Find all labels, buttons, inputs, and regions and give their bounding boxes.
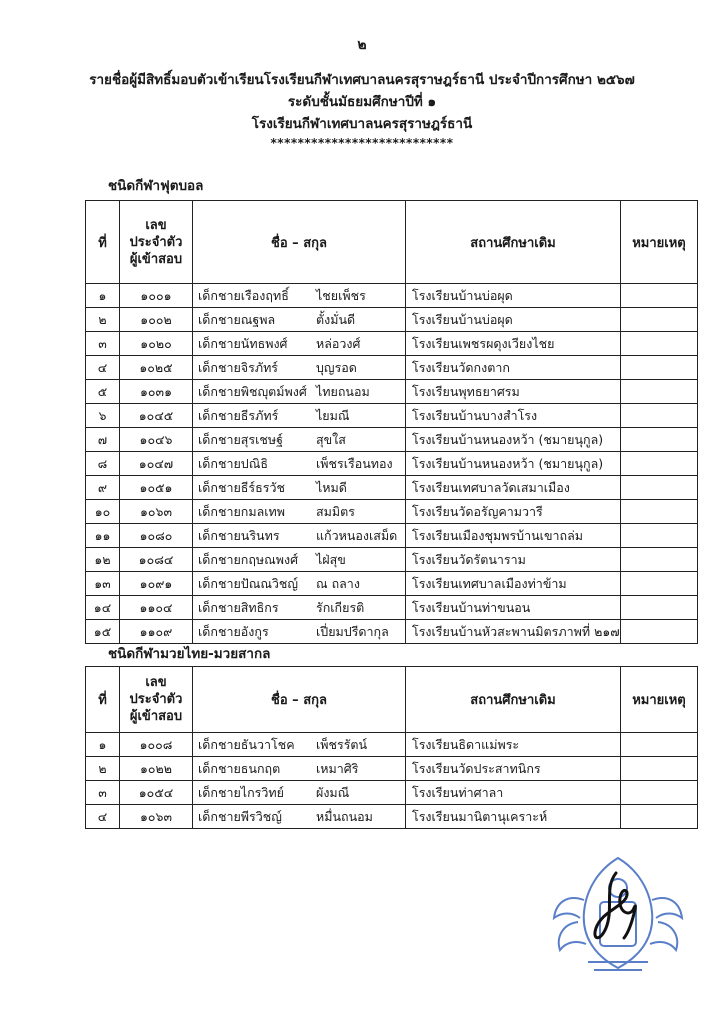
- previous-school: โรงเรียนวัดอรัญคามวารี: [406, 500, 621, 524]
- header-name: ชื่อ – สกุล: [193, 201, 406, 284]
- row-number: ๕: [86, 380, 120, 404]
- first-name: เด็กชายไกรวิทย์: [198, 784, 284, 800]
- table-row: [86, 380, 698, 404]
- previous-school: โรงเรียนวัดกงตาก: [406, 356, 621, 380]
- student-name: [193, 805, 406, 829]
- first-name: เด็กชายนัทธพงศ์: [198, 335, 288, 351]
- table-row: [86, 356, 698, 380]
- table-row: [86, 308, 698, 332]
- first-name: เด็กชายอังกูร: [198, 623, 269, 639]
- student-name: [193, 428, 406, 452]
- row-number: ๗: [86, 428, 120, 452]
- remark: [621, 500, 698, 524]
- header-note: หมายเหตุ: [621, 667, 698, 733]
- row-number: ๘: [86, 452, 120, 476]
- title-separator: ***************************: [270, 136, 454, 150]
- exam-id: ๑๐๔๕: [120, 404, 193, 428]
- previous-school: โรงเรียนพุทธยาศรม: [406, 380, 621, 404]
- last-name: หล่อวงศ์: [316, 335, 361, 351]
- student-name: [193, 733, 406, 757]
- student-name: [193, 284, 406, 308]
- first-name: เด็กชายสิทธิกร: [198, 599, 279, 615]
- previous-school: โรงเรียนธิดาแม่พระ: [406, 733, 621, 757]
- header-no: ที่: [86, 201, 120, 284]
- document-subtitle-level: ระดับชั้นมัธยมศึกษาปีที่ ๑: [287, 94, 437, 110]
- row-number: ๙: [86, 476, 120, 500]
- exam-id: ๑๐๙๑: [120, 572, 193, 596]
- last-name: สุขใส: [316, 431, 346, 447]
- remark: [621, 380, 698, 404]
- remark: [621, 404, 698, 428]
- table-row: [86, 572, 698, 596]
- remark: [621, 596, 698, 620]
- previous-school: โรงเรียนบ้านบ่อผุด: [406, 308, 621, 332]
- first-name: เด็กชายพีรวิชญ์: [198, 808, 282, 824]
- last-name: เพ็ชรเรือนทอง: [316, 455, 393, 471]
- last-name: สมมิตร: [316, 503, 355, 519]
- first-name: เด็กชายณฐพล: [198, 311, 276, 327]
- student-name: [193, 356, 406, 380]
- student-name: [193, 332, 406, 356]
- first-name: เด็กชายสุรเชษฐ์: [198, 431, 284, 447]
- row-number: ๑: [86, 733, 120, 757]
- remark: [621, 548, 698, 572]
- row-number: ๒: [86, 308, 120, 332]
- header-school: สถานศึกษาเดิม: [406, 201, 621, 284]
- document-subtitle-school: โรงเรียนกีฬาเทศบาลนครสุราษฎร์ธานี: [251, 116, 473, 132]
- table-row: [86, 805, 698, 829]
- exam-id: ๑๐๐๑: [120, 284, 193, 308]
- student-name: [193, 308, 406, 332]
- official-seal-icon: [548, 850, 688, 984]
- header-name: ชื่อ – สกุล: [193, 667, 406, 733]
- row-number: ๒: [86, 757, 120, 781]
- student-name: [193, 404, 406, 428]
- student-name: [193, 380, 406, 404]
- last-name: บุญรอด: [316, 359, 357, 375]
- exam-id: ๑๐๖๓: [120, 805, 193, 829]
- last-name: เหมาศิริ: [316, 760, 359, 776]
- section-heading-boxing: ชนิดกีฬามวยไทย-มวยสากล: [108, 646, 271, 662]
- remark: [621, 757, 698, 781]
- remark: [621, 476, 698, 500]
- boxing-table: [85, 666, 698, 829]
- first-name: เด็กชายเรืองฤทธิ์: [198, 287, 289, 303]
- previous-school: โรงเรียนเทศบาลวัดเสมาเมือง: [406, 476, 621, 500]
- exam-id: ๑๑๐๙: [120, 620, 193, 644]
- header-no: ที่: [86, 667, 120, 733]
- exam-id: ๑๐๕๔: [120, 781, 193, 805]
- table-row: [86, 332, 698, 356]
- exam-id: ๑๐๒๐: [120, 332, 193, 356]
- previous-school: โรงเรียนเมืองชุมพรบ้านเขาถล่ม: [406, 524, 621, 548]
- previous-school: โรงเรียนบ้านหนองหว้า (ชมายนุกูล): [406, 428, 621, 452]
- last-name: เปี่ยมปรีดากุล: [316, 623, 389, 639]
- previous-school: โรงเรียนบ้านท่าขนอน: [406, 596, 621, 620]
- remark: [621, 308, 698, 332]
- section-heading-football: ชนิดกีฬาฟุตบอล: [108, 178, 204, 194]
- last-name: ผังมณี: [316, 784, 350, 800]
- remark: [621, 781, 698, 805]
- remark: [621, 733, 698, 757]
- header-id: เลข ประจำตัว ผู้เข้าสอบ: [120, 201, 193, 284]
- remark: [621, 524, 698, 548]
- signature-icon: [586, 868, 646, 948]
- last-name: แก้วหนองเสม็ด: [316, 527, 398, 543]
- last-name: ไชยเพ็ชร: [316, 287, 366, 303]
- previous-school: โรงเรียนบ้านบ่อผุด: [406, 284, 621, 308]
- football-table: [85, 200, 698, 644]
- first-name: เด็กชายธีร์ธรวัช: [198, 479, 285, 495]
- last-name: ไหมดี: [316, 479, 347, 495]
- exam-id: ๑๐๓๑: [120, 380, 193, 404]
- table-row: [86, 596, 698, 620]
- row-number: ๓: [86, 332, 120, 356]
- previous-school: โรงเรียนท่าศาลา: [406, 781, 621, 805]
- previous-school: โรงเรียนบ้านหนองหว้า (ชมายนุกูล): [406, 452, 621, 476]
- table-row: [86, 284, 698, 308]
- remark: [621, 572, 698, 596]
- row-number: ๔: [86, 805, 120, 829]
- first-name: เด็กชายพิชญุตม์พงศ์: [198, 383, 307, 399]
- exam-id: ๑๐๕๑: [120, 476, 193, 500]
- exam-id: ๑๐๘๔: [120, 548, 193, 572]
- previous-school: โรงเรียนวัดรัตนาราม: [406, 548, 621, 572]
- table-row: [86, 404, 698, 428]
- table-row: [86, 548, 698, 572]
- first-name: เด็กชายกฤษณพงศ์: [198, 551, 299, 567]
- remark: [621, 356, 698, 380]
- student-name: [193, 620, 406, 644]
- row-number: ๓: [86, 781, 120, 805]
- first-name: เด็กชายธนกฤต: [198, 760, 281, 776]
- table-row: [86, 500, 698, 524]
- row-number: ๑๔: [86, 596, 120, 620]
- remark: [621, 452, 698, 476]
- remark: [621, 332, 698, 356]
- previous-school: โรงเรียนวัดประสาทนิกร: [406, 757, 621, 781]
- last-name: หมื่นถนอม: [316, 808, 373, 824]
- table-row: [86, 524, 698, 548]
- last-name: ไฝ่สุข: [316, 551, 346, 567]
- row-number: ๑๑: [86, 524, 120, 548]
- previous-school: โรงเรียนบ้านบางสำโรง: [406, 404, 621, 428]
- row-number: ๑๐: [86, 500, 120, 524]
- table-row: [86, 620, 698, 644]
- student-name: [193, 476, 406, 500]
- header-note: หมายเหตุ: [621, 201, 698, 284]
- remark: [621, 805, 698, 829]
- exam-id: ๑๐๖๓: [120, 500, 193, 524]
- header-id: เลข ประจำตัว ผู้เข้าสอบ: [120, 667, 193, 733]
- row-number: ๑๒: [86, 548, 120, 572]
- table-row: [86, 476, 698, 500]
- table-row: [86, 757, 698, 781]
- exam-id: ๑๑๐๔: [120, 596, 193, 620]
- remark: [621, 428, 698, 452]
- table-row: [86, 452, 698, 476]
- student-name: [193, 548, 406, 572]
- first-name: เด็กชายจิรภัทร์: [198, 359, 279, 375]
- first-name: เด็กชายปณิธิ: [198, 455, 268, 471]
- student-name: [193, 757, 406, 781]
- last-name: รักเกียรติ: [316, 599, 365, 615]
- last-name: เพ็ชรรัตน์: [316, 736, 368, 752]
- first-name: เด็กชายธีรภัทร์: [198, 407, 279, 423]
- row-number: ๑๓: [86, 572, 120, 596]
- page-number: ๒: [357, 37, 367, 53]
- table-row: [86, 781, 698, 805]
- last-name: ไยมณี: [316, 407, 350, 423]
- row-number: ๔: [86, 356, 120, 380]
- last-name: ตั้งมั่นดี: [316, 311, 356, 327]
- remark: [621, 284, 698, 308]
- first-name: เด็กชายธันวาโชค: [198, 736, 295, 752]
- first-name: เด็กชายปัณณวิชญ์: [198, 575, 299, 591]
- row-number: ๑๕: [86, 620, 120, 644]
- document-title: รายชื่อผู้มีสิทธิ์มอบตัวเข้าเรียนโรงเรียนกีฬาเทศบาลนครสุราษฎร์ธานี ประจำปีการศึกษา ๒๕๖๗: [89, 72, 635, 88]
- exam-id: ๑๐๒๒: [120, 757, 193, 781]
- exam-id: ๑๐๒๕: [120, 356, 193, 380]
- last-name: ไทยถนอม: [316, 383, 370, 399]
- first-name: เด็กชายนรินทร: [198, 527, 280, 543]
- row-number: ๑: [86, 284, 120, 308]
- student-name: [193, 500, 406, 524]
- previous-school: โรงเรียนเพชรผดุงเวียงไชย: [406, 332, 621, 356]
- exam-id: ๑๐๐๒: [120, 308, 193, 332]
- exam-id: ๑๐๔๖: [120, 428, 193, 452]
- table-row: [86, 733, 698, 757]
- row-number: ๖: [86, 404, 120, 428]
- first-name: เด็กชายกมลเทพ: [198, 503, 286, 519]
- header-school: สถานศึกษาเดิม: [406, 667, 621, 733]
- student-name: [193, 781, 406, 805]
- previous-school: โรงเรียนบ้านหัวสะพานมิตรภาพที่ ๒๑๗: [406, 620, 621, 644]
- exam-id: ๑๐๔๗: [120, 452, 193, 476]
- remark: [621, 620, 698, 644]
- exam-id: ๑๐๘๐: [120, 524, 193, 548]
- student-name: [193, 524, 406, 548]
- student-name: [193, 452, 406, 476]
- table-row: [86, 428, 698, 452]
- student-name: [193, 572, 406, 596]
- student-name: [193, 596, 406, 620]
- last-name: ณ ถลาง: [316, 575, 360, 591]
- previous-school: โรงเรียนเทศบาลเมืองท่าข้าม: [406, 572, 621, 596]
- exam-id: ๑๐๐๘: [120, 733, 193, 757]
- previous-school: โรงเรียนมานิตานุเคราะห์: [406, 805, 621, 829]
